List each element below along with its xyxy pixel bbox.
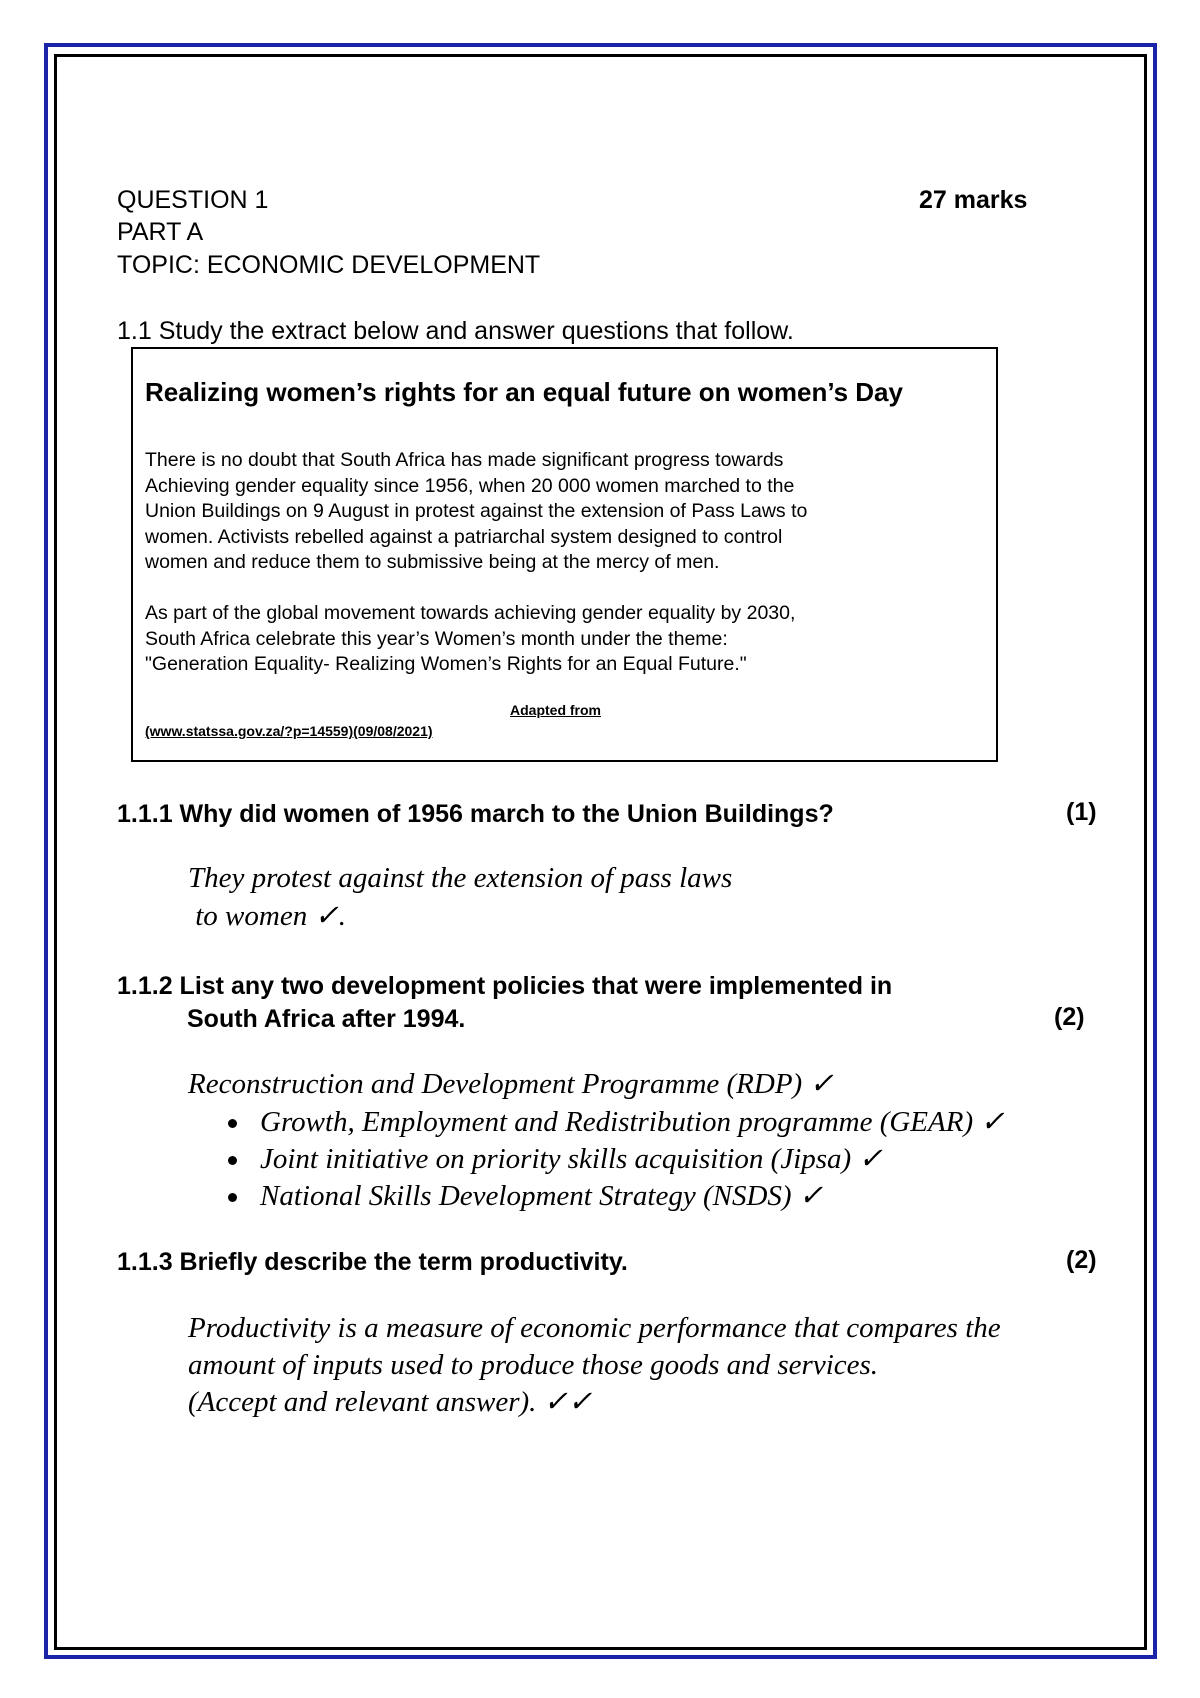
list-item: Joint initiative on priority skills acquisition (Jipsa) ✓	[228, 1141, 1005, 1178]
extract-line: women. Activists rebelled against a patriarchal system designed to control	[145, 525, 783, 548]
answer-1-1-3-line-2: amount of inputs used to produce those goods and services.	[188, 1349, 879, 1381]
extract-line: As part of the global movement towards achieving gender equality by 2030,	[145, 602, 796, 624]
extract-title: Realizing women’s rights for an equal future on women’s Day	[145, 377, 903, 407]
answer-1-1-2-list	[228, 1104, 1005, 1215]
instruction-text: 1.1 Study the extract below and answer questions that follow.	[117, 317, 794, 345]
bullet-icon	[228, 1156, 237, 1165]
total-marks: 27 marks	[919, 186, 1028, 214]
list-item: National Skills Development Strategy (NSDS) ✓	[228, 1178, 1005, 1215]
extract-paragraph-1	[145, 448, 807, 576]
question-1-1-1: 1.1.1 Why did women of 1956 march to the Union Buildings?	[117, 800, 834, 828]
extract-line: women and reduce them to submissive being at the mercy of men.	[145, 551, 720, 573]
bullet-icon	[228, 1193, 237, 1202]
source-adapted-label: Adapted from	[510, 702, 601, 718]
part-heading: PART A	[117, 218, 204, 246]
question-heading: QUESTION 1	[117, 186, 269, 214]
marks-1-1-1: (1)	[1066, 798, 1097, 826]
extract-paragraph-2	[145, 601, 795, 678]
answer-1-1-3-line-1: Productivity is a measure of economic performance that compares the	[188, 1312, 1001, 1344]
answer-1-1-1-line-1: They protest against the extension of pass laws	[188, 862, 733, 894]
marks-1-1-2: (2)	[1054, 1003, 1085, 1031]
extract-line: There is no doubt that South Africa has made significant progress towards	[145, 449, 784, 471]
extract-line: Union Buildings on 9 August in protest against the extension of Pass Laws to	[145, 500, 808, 522]
question-1-1-2-line-1: 1.1.2 List any two development policies that were implemented in	[117, 972, 893, 1000]
answer-1-1-2-first: Reconstruction and Development Programme (RDP) ✓	[188, 1068, 834, 1100]
topic-heading: TOPIC: ECONOMIC DEVELOPMENT	[117, 251, 541, 279]
list-item: Growth, Employment and Redistribution programme (GEAR) ✓	[228, 1104, 1005, 1141]
source-url: (www.statssa.gov.za/?p=14559)(09/08/2021)	[145, 723, 433, 739]
question-1-1-3: 1.1.3 Briefly describe the term productivity.	[117, 1248, 628, 1276]
answer-1-1-1-line-2: to women ✓.	[188, 900, 347, 932]
extract-line: Achieving gender equality since 1956, when 20 000 women marched to the	[145, 474, 795, 497]
extract-line: South Africa celebrate this year’s Women’s month under the theme:	[145, 627, 728, 650]
question-1-1-2-line-2: South Africa after 1994.	[187, 1005, 466, 1033]
marks-1-1-3: (2)	[1066, 1246, 1097, 1274]
extract-line: "Generation Equality- Realizing Women’s Rights for an Equal Future."	[145, 653, 747, 675]
answer-1-1-3-line-3: (Accept and relevant answer). ✓✓	[188, 1386, 593, 1418]
extract-box	[131, 347, 998, 762]
bullet-icon	[228, 1119, 237, 1128]
